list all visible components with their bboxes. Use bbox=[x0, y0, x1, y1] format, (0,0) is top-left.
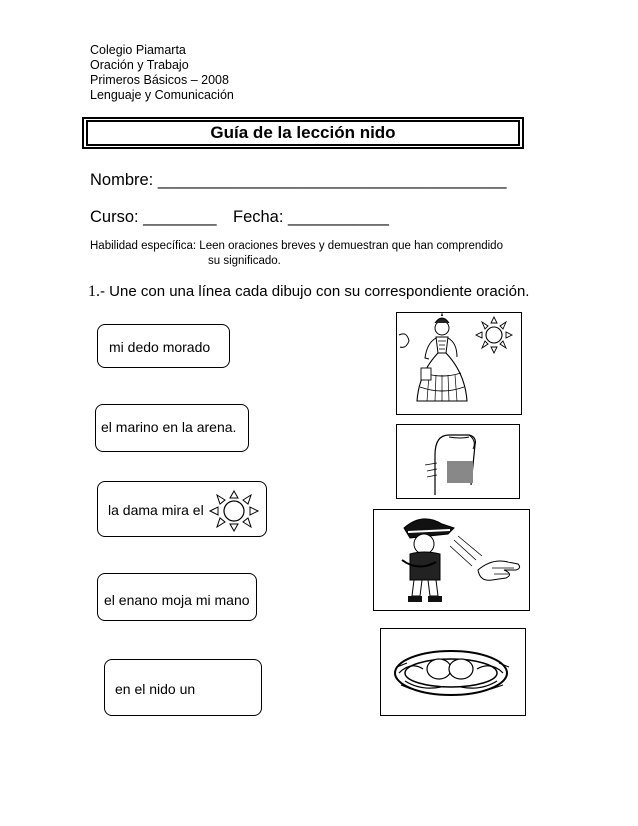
course-field: Curso: ________ bbox=[90, 208, 217, 226]
sentence-box-2 bbox=[95, 404, 249, 452]
school-motto: Oración y Trabajo bbox=[90, 58, 189, 72]
sentence-text-2: el marino en la arena. bbox=[101, 419, 237, 435]
skill-line-2: su significado. bbox=[208, 255, 281, 267]
sentence-text-3: la dama mira el bbox=[108, 502, 204, 518]
instruction bbox=[88, 283, 529, 301]
page-title: Guía de la lección nido bbox=[86, 120, 520, 146]
sentence-text-5: en el nido un bbox=[115, 681, 196, 697]
sentence-text-1: mi dedo morado bbox=[109, 339, 211, 355]
name-field: Nombre: ______________________________________ bbox=[90, 171, 507, 189]
skill-line-1: Habilidad específica: Leen oraciones breves y demuestran que han comprendido bbox=[90, 240, 503, 252]
lady-with-sun-icon bbox=[397, 313, 521, 413]
picture-box-dwarf bbox=[373, 509, 530, 611]
sentence-box-4 bbox=[97, 573, 257, 621]
sentence-text-4: el enano moja mi mano bbox=[104, 592, 250, 608]
sun-icon bbox=[206, 489, 262, 533]
grade-year: Primeros Básicos – 2008 bbox=[90, 73, 229, 87]
school-name: Colegio Piamarta bbox=[90, 43, 186, 57]
subject: Lenguaje y Comunicación bbox=[90, 88, 234, 102]
sentence-box-3 bbox=[97, 481, 267, 537]
instruction-number: 1. bbox=[88, 283, 100, 300]
picture-box-nest bbox=[380, 628, 526, 716]
picture-box-finger bbox=[396, 424, 520, 499]
nest-with-eggs-icon bbox=[381, 629, 525, 714]
sentence-box-1 bbox=[97, 324, 230, 368]
sentence-box-5 bbox=[104, 659, 262, 716]
dwarf-with-hand-icon bbox=[374, 510, 529, 609]
instruction-text: - Une con una línea cada dibujo con su correspondiente oración. bbox=[100, 283, 530, 300]
picture-box-lady bbox=[396, 312, 522, 415]
date-field: Fecha: ___________ bbox=[233, 208, 389, 226]
purple-finger-icon bbox=[397, 425, 519, 497]
